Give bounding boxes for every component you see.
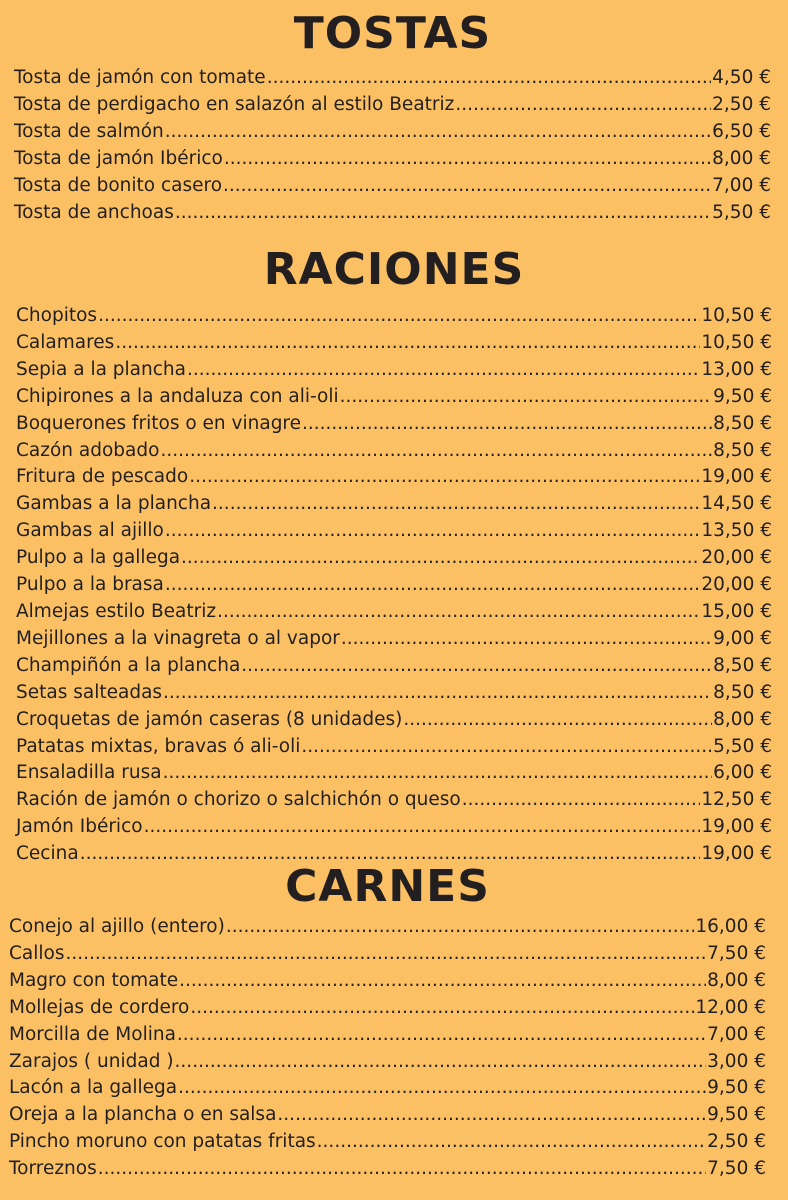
menu-item-price: 5,50 € [712,201,771,223]
menu-item-name: Callos [9,942,65,964]
menu-item-price: 13,00 € [701,358,772,380]
item-list [9,914,766,1183]
menu-item [16,518,772,545]
menu-item [9,1075,766,1102]
menu-item [16,599,772,626]
menu-item-name: Pulpo a la gallega [16,547,181,569]
menu-item-price: 19,00 € [701,816,772,838]
menu-item [9,941,766,968]
menu-item [9,1022,766,1049]
menu-item-price: 13,50 € [701,520,772,542]
menu-item-price: 6,50 € [712,120,771,142]
menu-item-price: 8,00 € [707,969,766,991]
menu-item-price: 19,00 € [701,843,772,865]
menu-item [14,200,771,227]
menu-item [16,814,772,841]
menu-item [9,1102,766,1129]
dot-leader [241,653,712,680]
menu-item-price: 20,00 € [701,547,772,569]
dot-leader [98,303,700,330]
menu-item-price: 16,00 € [695,916,766,937]
menu-item-name: Chopitos [16,305,98,326]
menu-item-name: Fritura de pescado [16,466,189,488]
menu-item-price: 5,50 € [713,735,772,757]
dot-leader [165,572,701,599]
menu-item-name: Sepia a la plancha [16,358,186,380]
section-tostas [14,9,771,226]
menu-item [16,303,772,330]
menu-item-name: Cecina [16,843,79,865]
dot-leader [267,65,711,92]
menu-item [9,968,766,995]
dot-leader [175,1049,707,1076]
menu-item [16,464,772,491]
menu-item [16,357,772,384]
item-list [14,65,771,226]
menu-item-name: Oreja a la plancha o en salsa [9,1104,277,1126]
menu-item [14,65,771,92]
menu-item-price: 4,50 € [712,67,771,88]
menu-item [9,914,766,941]
menu-item [16,626,772,653]
dot-leader [165,119,711,146]
dot-leader [144,814,701,841]
menu-item-name: Champiñón a la plancha [16,654,241,676]
menu-item-name: Tosta de jamón Ibérico [14,147,223,169]
menu-item [16,653,772,680]
menu-item-name: Mollejas de cordero [9,996,190,1018]
menu-item-price: 2,50 € [712,93,771,115]
menu-item-name: Jamón Ibérico [16,816,143,838]
menu-item-name: Tosta de bonito casero [14,174,223,196]
menu-item-price: 7,50 € [707,1158,766,1180]
menu-item-price: 8,50 € [713,681,772,703]
menu-item-price: 10,50 € [701,331,772,353]
menu-item [14,92,771,119]
dot-leader [178,1075,706,1102]
section-carnes [9,862,766,1183]
dot-leader [462,787,701,814]
menu-item-price: 9,50 € [713,385,772,407]
section-raciones [16,245,772,868]
menu-item-name: Cazón adobado [16,439,160,461]
dot-leader [223,173,711,200]
menu-item [16,787,772,814]
menu-item-name: Boquerones fritos o en vinagre [16,412,302,434]
menu-item-name: Ensaladilla rusa [16,762,162,784]
dot-leader [165,518,701,545]
menu-item-price: 9,50 € [707,1104,766,1126]
menu-item-name: Patatas mixtas, bravas ó ali-oli [16,735,301,757]
menu-item [16,491,772,518]
dot-leader [341,626,712,653]
menu-item-name: Zarajos ( unidad ) [9,1050,174,1072]
menu-item-name: Lacón a la gallega [9,1077,178,1099]
section-title: RACIONES [263,244,525,295]
menu-item-price: 20,00 € [701,574,772,596]
menu-item-name: Ración de jamón o chorizo o salchichón o queso [16,789,461,811]
menu-item-name: Croquetas de jamón caseras (8 unidades) [16,708,403,730]
menu-item-price: 3,00 € [707,1050,766,1072]
dot-leader [160,438,712,465]
menu-item-name: Gambas al ajillo [16,520,164,542]
dot-leader [277,1102,706,1129]
dot-leader [317,1129,706,1156]
menu-item-name: Setas salteadas [16,681,163,703]
menu-item-price: 8,50 € [713,439,772,461]
menu-item-name: Tosta de salmón [14,120,164,142]
dot-leader [340,384,713,411]
menu-item-price: 7,50 € [707,942,766,964]
menu-item-name: Calamares [16,331,115,353]
menu-item [14,173,771,200]
menu-item-name: Pulpo a la brasa [16,574,164,596]
menu-item [16,411,772,438]
dot-leader [163,680,712,707]
dot-leader [224,146,711,173]
menu-item [16,572,772,599]
dot-leader [226,914,695,941]
dot-leader [163,760,713,787]
menu-item-price: 9,00 € [713,627,772,649]
menu-item-name: Morcilla de Molina [9,1023,176,1045]
dot-leader [179,968,706,995]
menu-item-price: 8,00 € [713,708,772,730]
dot-leader [98,1156,706,1183]
menu-item-price: 6,00 € [713,762,772,784]
menu-item-name: Tosta de perdigacho en salazón al estilo Beatriz [14,93,455,115]
menu-item-price: 10,50 € [701,305,772,326]
menu-item-price: 8,50 € [713,654,772,676]
dot-leader [115,330,700,357]
menu-item [16,438,772,465]
menu-item-name: Pincho moruno con patatas fritas [9,1131,316,1153]
menu-item [14,146,771,173]
dot-leader [302,411,712,438]
menu-item-price: 2,50 € [707,1131,766,1153]
dot-leader [217,599,700,626]
menu-item-price: 12,00 € [695,996,766,1018]
menu-item-price: 9,50 € [707,1077,766,1099]
menu-item [9,1049,766,1076]
menu-item [16,680,772,707]
menu-item-price: 8,50 € [713,412,772,434]
menu-item-name: Conejo al ajillo (entero) [9,916,225,937]
menu-item-name: Tosta de anchoas [14,201,174,223]
menu-item-name: Tosta de jamón con tomate [14,67,266,88]
menu-item [9,1129,766,1156]
dot-leader [66,941,707,968]
dot-leader [455,92,711,119]
dot-leader [403,707,712,734]
section-title: CARNES [285,861,490,912]
dot-leader [212,491,700,518]
menu-item [16,760,772,787]
dot-leader [175,200,711,227]
menu-item [9,1156,766,1183]
menu-item [16,707,772,734]
item-list [16,303,772,868]
menu-item [16,545,772,572]
menu-item [16,734,772,761]
menu-item-name: Gambas a la plancha [16,493,212,515]
dot-leader [177,1022,706,1049]
menu-item-price: 7,00 € [712,174,771,196]
menu-item-name: Chipirones a la andaluza con ali-oli [16,385,339,407]
menu-item-price: 14,50 € [701,493,772,515]
menu-item [14,119,771,146]
dot-leader [190,995,694,1022]
dot-leader [181,545,700,572]
menu-item [16,330,772,357]
dot-leader [189,464,700,491]
menu-item [16,384,772,411]
menu-item-price: 7,00 € [707,1023,766,1045]
dot-leader [301,734,712,761]
menu-item-name: Torreznos [9,1158,97,1180]
menu-item-price: 15,00 € [701,600,772,622]
dot-leader [187,357,700,384]
menu-item [9,995,766,1022]
section-title: TOSTAS [293,8,492,59]
menu-item-name: Mejillones a la vinagreta o al vapor [16,627,340,649]
menu-item-price: 12,50 € [701,789,772,811]
menu-item-price: 19,00 € [701,466,772,488]
menu-item-name: Almejas estilo Beatriz [16,600,217,622]
menu-item-name: Magro con tomate [9,969,179,991]
menu-item-price: 8,00 € [712,147,771,169]
